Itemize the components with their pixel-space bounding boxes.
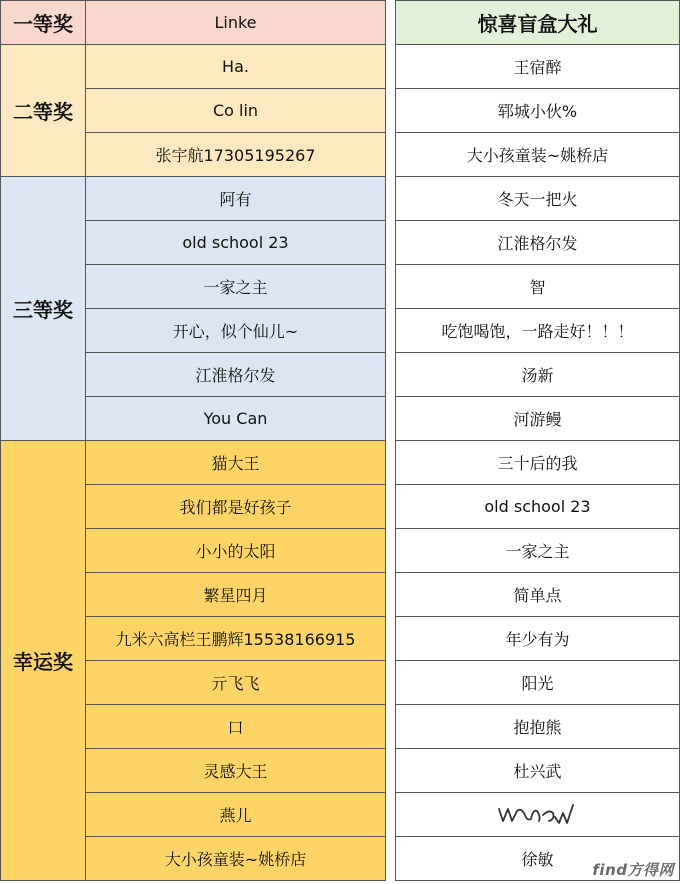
blind-box-header: 惊喜盲盒大礼 xyxy=(396,1,680,45)
table-row xyxy=(396,705,680,749)
winner-name: Linke xyxy=(86,1,386,45)
winner-name: 小小的太阳 xyxy=(86,529,386,573)
table-row xyxy=(1,45,386,89)
table-row xyxy=(396,397,680,441)
winner-name: 阿有 xyxy=(86,177,386,221)
prize-label-first: 一等奖 xyxy=(1,1,86,45)
winner-name: Ha. xyxy=(86,45,386,89)
table-row xyxy=(396,661,680,705)
table-row xyxy=(396,45,680,89)
watermark-logo: find方得网 xyxy=(592,861,674,879)
winner-name: 简单点 xyxy=(396,573,680,617)
winner-name: 一家之主 xyxy=(86,265,386,309)
winner-name: 灵感大王 xyxy=(86,749,386,793)
winner-name: 杜兴武 xyxy=(396,749,680,793)
winner-name: 抱抱熊 xyxy=(396,705,680,749)
winner-name: 猫大王 xyxy=(86,441,386,485)
table-row xyxy=(396,617,680,661)
table-row xyxy=(396,573,680,617)
winner-name: 河游鳗 xyxy=(396,397,680,441)
table-row xyxy=(1,177,386,221)
winner-name: 年少有为 xyxy=(396,617,680,661)
table-row xyxy=(396,177,680,221)
blind-box-winners-table xyxy=(395,0,680,881)
winner-name: 繁星四月 xyxy=(86,573,386,617)
winner-name: 开心，似个仙儿~ xyxy=(86,309,386,353)
winner-name: 九米六高栏王鹏辉15538166915 xyxy=(86,617,386,661)
table-row xyxy=(396,265,680,309)
winner-name: old school 23 xyxy=(396,485,680,529)
winner-name: 江淮格尔发 xyxy=(396,221,680,265)
table-header-row xyxy=(396,1,680,45)
winner-name: 徐敏 xyxy=(396,837,680,881)
table-row xyxy=(396,441,680,485)
handwritten-signature-image xyxy=(493,795,583,831)
winner-name: 燕儿 xyxy=(86,793,386,837)
table-row xyxy=(396,793,680,837)
winner-name: You Can xyxy=(86,397,386,441)
winner-name: 阳光 xyxy=(396,661,680,705)
winner-name: 一家之主 xyxy=(396,529,680,573)
winner-name: 张宇航17305195267 xyxy=(86,133,386,177)
prize-label-lucky: 幸运奖 xyxy=(1,441,86,881)
winner-name: 大小孩童装~姚桥店 xyxy=(86,837,386,881)
winner-name: 郓城小伙% xyxy=(396,89,680,133)
prize-label-second: 二等奖 xyxy=(1,45,86,177)
table-row xyxy=(396,485,680,529)
table-row xyxy=(1,441,386,485)
table-row xyxy=(396,221,680,265)
table-row xyxy=(396,309,680,353)
winner-name: 智 xyxy=(396,265,680,309)
winner-name: 亓飞飞 xyxy=(86,661,386,705)
table-row xyxy=(396,529,680,573)
prize-label-third: 三等奖 xyxy=(1,177,86,441)
winner-name: 王宿醉 xyxy=(396,45,680,89)
winner-name: 江淮格尔发 xyxy=(86,353,386,397)
winner-name: 汤新 xyxy=(396,353,680,397)
winner-name: 冬天一把火 xyxy=(396,177,680,221)
table-row xyxy=(396,353,680,397)
table-row xyxy=(396,133,680,177)
table-row xyxy=(396,89,680,133)
winner-name: old school 23 xyxy=(86,221,386,265)
table-row xyxy=(396,749,680,793)
winner-name: 大小孩童装~姚桥店 xyxy=(396,133,680,177)
winner-name: Co lin xyxy=(86,89,386,133)
handwritten-signature xyxy=(396,793,680,837)
winner-name: 吃饱喝饱，一路走好！！！ xyxy=(396,309,680,353)
winner-name: 三十后的我 xyxy=(396,441,680,485)
table-row xyxy=(1,1,386,45)
winner-name: 我们都是好孩子 xyxy=(86,485,386,529)
winner-name: 口 xyxy=(86,705,386,749)
